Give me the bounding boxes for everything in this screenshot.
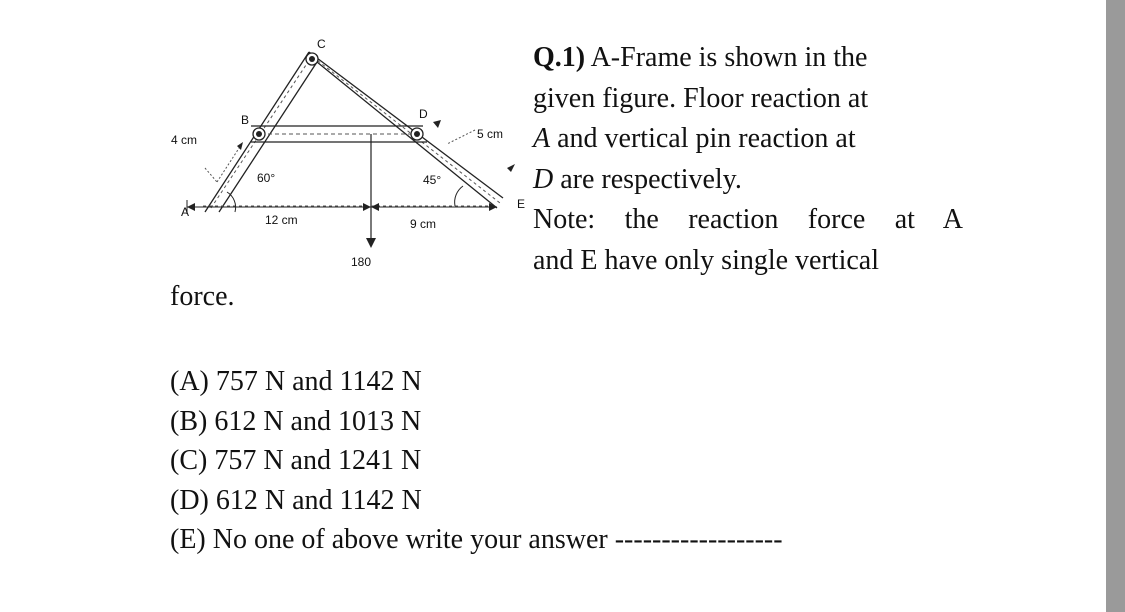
question-line-1 bbox=[533, 38, 963, 79]
note-line-2: and E have only single vertical bbox=[533, 244, 879, 276]
answer-options bbox=[170, 362, 783, 560]
question-line-1-text: A-Frame is shown in the bbox=[590, 42, 868, 73]
label-c: C bbox=[317, 37, 326, 51]
label-d: D bbox=[419, 107, 428, 121]
option-e: (E) No one of above write your answer ------------------ bbox=[170, 524, 783, 555]
question-number: Q.1) bbox=[533, 42, 586, 73]
load-label: 180 bbox=[351, 255, 372, 269]
load-arrow-icon bbox=[366, 238, 376, 248]
label-b: B bbox=[241, 113, 250, 127]
note-line-1: Note: the reaction force at A bbox=[533, 204, 963, 235]
dim-12cm: 12 cm bbox=[265, 213, 298, 227]
question-line-4 bbox=[533, 160, 963, 201]
option-d: (D) 612 N and 1142 N bbox=[170, 484, 422, 516]
question-point-a: A bbox=[533, 123, 551, 154]
angle-60: 60° bbox=[257, 171, 276, 185]
label-a: A bbox=[181, 205, 190, 219]
question-point-d: D bbox=[533, 163, 554, 195]
question-line-3 bbox=[533, 119, 963, 160]
angle-45: 45° bbox=[423, 173, 442, 187]
question-line-4-text: are respectively. bbox=[553, 163, 742, 195]
a-frame-diagram bbox=[165, 22, 530, 282]
dim-5cm: 5 cm bbox=[477, 127, 504, 141]
dim-4cm: 4 cm bbox=[171, 133, 198, 147]
label-e: E bbox=[517, 197, 526, 211]
a-frame-figure bbox=[165, 22, 530, 282]
option-b: (B) 612 N and 1013 N bbox=[170, 405, 422, 437]
dim-9cm: 9 cm bbox=[410, 217, 437, 231]
option-a: (A) 757 N and 1142 N bbox=[170, 366, 422, 397]
question-line-2: given figure. Floor reaction at bbox=[533, 82, 869, 114]
option-c: (C) 757 N and 1241 N bbox=[170, 445, 422, 476]
note-line-3: force. bbox=[170, 281, 235, 312]
question-text bbox=[533, 38, 963, 281]
question-line-3-text: and vertical pin reaction at bbox=[550, 123, 856, 154]
scrollbar[interactable] bbox=[1106, 0, 1125, 612]
